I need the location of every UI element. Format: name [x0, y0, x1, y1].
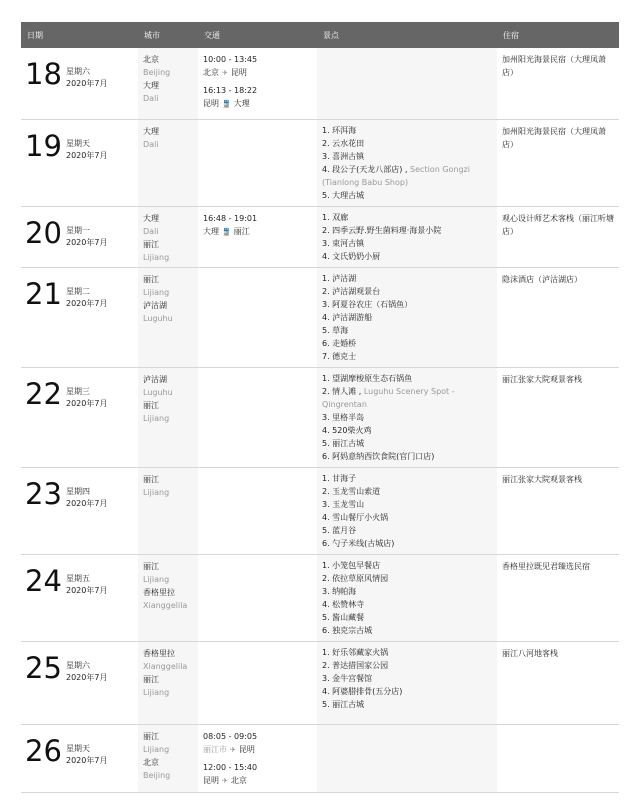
city-name-en: Luguhu: [143, 387, 173, 397]
sight-item: [322, 250, 493, 263]
sight-name: 2. 情人滩 ,: [322, 386, 364, 396]
city-cell: [138, 467, 198, 554]
sight-item: [322, 350, 493, 363]
sight-name: 7. 德克士: [322, 351, 357, 361]
hotel-cell: [497, 554, 619, 641]
transport-list: [198, 468, 317, 473]
hotel-name: 隐沫酒店（泸沽湖店）: [502, 274, 582, 284]
transport-segment: [203, 761, 313, 788]
weekday: 星期二: [66, 286, 90, 296]
city-list: [138, 642, 198, 699]
transport-list: [198, 642, 317, 647]
sight-item: [322, 324, 493, 337]
train-icon: 🚆: [222, 227, 231, 236]
transport-list: [198, 120, 317, 125]
table-row: [21, 724, 619, 792]
sight-name: 3. 金牛宫餐馆: [322, 673, 373, 683]
city-name-zh: 泸沽湖: [143, 374, 167, 384]
sight-name: 4. 520柴火鸡: [322, 425, 372, 435]
day-number: 19: [25, 128, 62, 163]
transport-list: [198, 368, 317, 373]
transport-time: 12:00 - 15:40: [203, 762, 258, 772]
sight-item: [322, 237, 493, 250]
sight-name: 1. 望湖摩梭原生态石锅鱼: [322, 373, 413, 383]
sights-cell: [317, 267, 497, 367]
city-name-en: Luguhu: [143, 313, 173, 323]
sight-item: [322, 311, 493, 324]
city-name-zh: 丽江: [143, 674, 159, 684]
sight-name: 4. 松赞林寺: [322, 599, 365, 609]
sight-item: [322, 698, 493, 711]
hotel-name: [497, 725, 619, 730]
sight-item: [322, 598, 493, 611]
city-name-en: Xianggelila: [143, 600, 188, 610]
weekday: 星期四: [66, 486, 90, 496]
sight-item: [322, 411, 493, 424]
plane-icon: ✈: [230, 745, 236, 754]
table-header: [21, 22, 619, 48]
date-box: [21, 207, 138, 250]
city-list: [138, 207, 198, 264]
hotel-cell: [497, 641, 619, 724]
weekday: 星期天: [66, 138, 90, 148]
header-sights: 景点: [317, 22, 497, 48]
sights-cell: [317, 367, 497, 467]
transport-cell: [198, 641, 317, 724]
sight-name: 5. 丽江古城: [322, 699, 365, 709]
city-name-en: Beijing: [143, 770, 171, 780]
sight-item: [322, 272, 493, 285]
transport-cell: [198, 48, 317, 119]
sights-list: [317, 555, 497, 641]
sight-name: 3. 玉龙雪山: [322, 499, 365, 509]
hotel-cell: [497, 367, 619, 467]
transport-cell: [198, 724, 317, 792]
date-cell: [21, 206, 138, 267]
city-name-en: Dali: [143, 139, 159, 149]
date-cell: [21, 267, 138, 367]
header-date: 日期: [21, 22, 138, 48]
city-list: [138, 368, 198, 425]
sight-item: [322, 659, 493, 672]
city-name-zh: 泸沽湖: [143, 300, 167, 310]
sights-cell: [317, 48, 497, 119]
transport-segment: [203, 84, 313, 111]
sight-name: 1. 好乐邻藏家火锅: [322, 647, 389, 657]
itinerary-table: [21, 22, 619, 793]
city-name-en: Lijiang: [143, 252, 170, 262]
city-name-en: Dali: [143, 226, 159, 236]
sight-name: 4. 雪山餐厅小火锅: [322, 512, 389, 522]
hotel-name: 香格里拉既见君臻选民宿: [502, 561, 590, 571]
day-number: 26: [25, 733, 62, 768]
sight-name: 1. 环洱海: [322, 125, 357, 135]
transport-route: [203, 225, 313, 239]
date-box: [21, 725, 138, 768]
day-number: 23: [25, 476, 62, 511]
sight-item: [322, 137, 493, 150]
itinerary-wrapper: [21, 22, 619, 793]
transport-list: [198, 555, 317, 560]
transport-cell: [198, 367, 317, 467]
sight-name: 4. 阿婆腊排骨(五分店): [322, 686, 403, 696]
transport-time: 16:48 - 19:01: [203, 213, 258, 223]
city-cell: [138, 554, 198, 641]
month: 2020年7月: [66, 755, 108, 765]
city-cell: [138, 267, 198, 367]
city-cell: [138, 641, 198, 724]
day-number: 20: [25, 215, 62, 250]
month: 2020年7月: [66, 150, 108, 160]
sights-cell: [317, 467, 497, 554]
plane-icon: ✈: [222, 69, 228, 77]
date-meta: [66, 477, 107, 510]
city-cell: [138, 206, 198, 267]
sights-cell: [317, 724, 497, 792]
sight-item: [322, 385, 493, 411]
transport-segment: [203, 53, 313, 80]
hotel-cell: [497, 724, 619, 792]
transport-time: 08:05 - 09:05: [203, 731, 258, 741]
table-row: [21, 554, 619, 641]
date-box: [21, 120, 138, 163]
sight-item: [322, 585, 493, 598]
city-name-en: Dali: [143, 94, 159, 103]
hotel-name: 丽江张家大院观景客栈: [502, 474, 582, 484]
sight-item: [322, 372, 493, 385]
city-list: [138, 555, 198, 612]
date-cell: [21, 724, 138, 792]
weekday: 星期天: [66, 743, 90, 753]
transport-route: [203, 97, 313, 111]
hotel-name: 丽江张家大院观景客栈: [502, 374, 582, 384]
sights-list: [317, 268, 497, 367]
hotel-name: 加州阳光海景民宿（大理凤萧店）: [502, 55, 606, 77]
sight-item: [322, 285, 493, 298]
sight-name: 3. 束河古镇: [322, 238, 365, 248]
city-name-zh: 大理: [143, 81, 159, 90]
date-cell: [21, 48, 138, 119]
route-from: 昆明: [203, 775, 219, 785]
sight-item: [322, 559, 493, 572]
train-icon: 🚆: [222, 100, 231, 108]
sight-item: [322, 437, 493, 450]
city-cell: [138, 119, 198, 206]
sight-item: [322, 124, 493, 137]
city-name-en: Lijiang: [143, 287, 170, 297]
sight-item: [322, 424, 493, 437]
month: 2020年7月: [66, 585, 108, 595]
sights-list: [317, 468, 497, 554]
hotel-name: 丽江八河地客栈: [502, 648, 558, 658]
sight-item: [322, 485, 493, 498]
city-name-zh: 大理: [143, 213, 159, 223]
city-cell: [138, 724, 198, 792]
plane-icon: ✈: [222, 776, 228, 785]
transport-cell: [198, 119, 317, 206]
hotel-cell: [497, 267, 619, 367]
sight-name: 2. 玉龙雪山索道: [322, 486, 381, 496]
transport-cell: [198, 267, 317, 367]
city-list: [138, 468, 198, 499]
weekday: 星期五: [66, 573, 90, 583]
weekday: 星期六: [66, 67, 90, 76]
date-box: [21, 642, 138, 685]
sights-cell: [317, 554, 497, 641]
sight-name: 2. 云水花田: [322, 138, 365, 148]
city-name-zh: 丽江: [143, 561, 159, 571]
sight-item: [322, 511, 493, 524]
transport-route: [203, 774, 313, 788]
sight-name: 5. 丽江古城: [322, 438, 365, 448]
sight-name: 1. 双廊: [322, 212, 349, 222]
header-hotel: 住宿: [497, 22, 619, 48]
date-meta: [66, 129, 107, 162]
sights-list: [317, 642, 497, 715]
hotel-cell: [497, 48, 619, 119]
transport-time: 16:13 - 18:22: [203, 86, 258, 95]
sight-name: 6. 阿妈意纳西饮食院(官门口店): [322, 451, 435, 461]
transport-route: [203, 66, 313, 80]
sight-name: 2. 四季云野.野生菌料理·海景小院: [322, 225, 442, 235]
route-to: 昆明: [238, 744, 255, 754]
sight-item: [322, 646, 493, 659]
month: 2020年7月: [66, 498, 108, 508]
day-number: 25: [25, 650, 62, 685]
sight-item: [322, 211, 493, 224]
sight-item: [322, 224, 493, 237]
sight-name: 3. 喜洲古镇: [322, 151, 365, 161]
hotel-name: 加州阳光海景民宿（大理凤萧店）: [502, 126, 606, 149]
sight-name: 2. 依拉草原风情园: [322, 573, 389, 583]
transport-cell: [198, 467, 317, 554]
sight-item: [322, 524, 493, 537]
sights-list: [317, 120, 497, 206]
sight-item: [322, 150, 493, 163]
sights-cell: [317, 206, 497, 267]
table-body: [21, 48, 619, 792]
city-name-zh: 丽江: [143, 731, 159, 741]
sight-name: 4. 段公子(天龙八部店) ,: [322, 164, 411, 174]
month: 2020年7月: [66, 398, 108, 408]
city-list: [138, 48, 198, 105]
city-name-en: Lijiang: [143, 487, 170, 497]
day-number: 21: [25, 276, 62, 311]
route-from: 丽江市: [203, 744, 227, 754]
sight-item: [322, 472, 493, 485]
city-name-zh: 大理: [143, 126, 159, 136]
sight-name: 3. 阿夏谷农庄（石锅鱼）: [322, 299, 413, 309]
transport-list: [198, 48, 317, 111]
transport-segment: [203, 212, 313, 239]
sight-item: [322, 337, 493, 350]
sights-list: [317, 207, 497, 267]
date-box: [21, 468, 138, 511]
hotel-cell: [497, 467, 619, 554]
sights-list: [317, 368, 497, 467]
city-cell: [138, 48, 198, 119]
city-name-zh: 香格里拉: [143, 587, 175, 597]
sight-item: [322, 672, 493, 685]
city-list: [138, 268, 198, 325]
city-name-zh: 丽江: [143, 400, 159, 410]
date-cell: [21, 367, 138, 467]
sight-name: 6. 独克宗古城: [322, 625, 373, 635]
date-box: [21, 268, 138, 311]
weekday: 星期三: [66, 386, 90, 396]
route-from: 昆明: [203, 99, 219, 108]
city-list: [138, 120, 198, 151]
header-transport: 交通: [198, 22, 317, 48]
sight-name: 3. 里格半岛: [322, 412, 365, 422]
transport-cell: [198, 554, 317, 641]
transport-segment: [203, 730, 313, 757]
sight-item: [322, 189, 493, 202]
date-cell: [21, 119, 138, 206]
weekday: 星期六: [66, 660, 90, 670]
sight-name-en: Section Gongzi (Tianlong Babu Shop): [322, 164, 470, 187]
sight-item: [322, 450, 493, 463]
sight-name: 5. 酱山藏餐: [322, 612, 365, 622]
transport-time: 10:00 - 13:45: [203, 55, 258, 64]
sight-item: [322, 298, 493, 311]
city-name-zh: 丽江: [143, 474, 159, 484]
city-name-en: Lijiang: [143, 744, 170, 754]
route-to: 北京: [230, 775, 247, 785]
route-from: 北京: [203, 68, 219, 77]
transport-cell: [198, 206, 317, 267]
date-meta: [66, 277, 107, 310]
route-from: 大理: [203, 226, 219, 236]
month: 2020年7月: [66, 237, 108, 247]
sights-list: [317, 725, 497, 733]
city-list: [138, 725, 198, 782]
transport-list: [198, 725, 317, 788]
sight-item: [322, 572, 493, 585]
table-row: [21, 367, 619, 467]
table-row: [21, 119, 619, 206]
date-box: [21, 368, 138, 411]
date-meta: [66, 57, 107, 90]
hotel-cell: [497, 119, 619, 206]
sight-name: 6. 走婚桥: [322, 338, 357, 348]
sight-item: [322, 685, 493, 698]
sight-name: 1. 小笼包早餐店: [322, 560, 381, 570]
table-row: [21, 641, 619, 724]
hotel-name: 观心设计师艺术客栈（丽江听塘店）: [502, 213, 614, 236]
transport-list: [198, 207, 317, 239]
transport-list: [198, 268, 317, 273]
month: 2020年7月: [66, 298, 108, 308]
transport-route: [203, 743, 313, 757]
sight-item: [322, 537, 493, 550]
city-name-en: Beijing: [143, 68, 171, 77]
sight-name: 5. 大理古城: [322, 190, 365, 200]
route-to: 大理: [233, 99, 250, 108]
table-row: [21, 206, 619, 267]
month: 2020年7月: [66, 672, 108, 682]
day-number: 18: [25, 57, 62, 91]
day-number: 24: [25, 563, 62, 598]
date-box: [21, 48, 138, 91]
date-meta: [66, 564, 107, 597]
sight-name: 5. 草海: [322, 325, 349, 335]
city-name-en: Lijiang: [143, 574, 170, 584]
city-name-zh: 北京: [143, 55, 159, 64]
route-to: 丽江: [233, 226, 250, 236]
hotel-cell: [497, 206, 619, 267]
city-name-en: Xianggelila: [143, 661, 188, 671]
city-name-en: Lijiang: [143, 413, 170, 423]
date-meta: [66, 651, 107, 684]
sight-item: [322, 498, 493, 511]
sight-item: [322, 624, 493, 637]
table-row: [21, 467, 619, 554]
sight-name: 1. 泸沽湖: [322, 273, 357, 283]
sight-name: 3. 纳帕海: [322, 586, 357, 596]
city-name-zh: 北京: [143, 757, 159, 767]
day-number: 22: [25, 376, 62, 411]
month: 2020年7月: [66, 79, 108, 88]
sight-name: 6. 勺子米线(古城店): [322, 538, 395, 548]
date-meta: [66, 216, 107, 249]
sights-cell: [317, 641, 497, 724]
date-meta: [66, 734, 107, 767]
sight-item: [322, 611, 493, 624]
date-cell: [21, 641, 138, 724]
date-meta: [66, 377, 107, 410]
city-name-en: Lijiang: [143, 687, 170, 697]
date-box: [21, 555, 138, 598]
sight-name-en: Luguhu Scenery Spot - Qingrentan: [322, 386, 455, 409]
city-cell: [138, 367, 198, 467]
table-row: [21, 267, 619, 367]
header-city: 城市: [138, 22, 198, 48]
sight-name: 4. 泸沽湖游船: [322, 312, 373, 322]
sights-cell: [317, 119, 497, 206]
table-row: [21, 48, 619, 119]
sight-name: 2. 普达措国家公园: [322, 660, 389, 670]
route-to: 昆明: [230, 68, 247, 77]
sight-name: 2. 泸沽湖观景台: [322, 286, 381, 296]
city-name-zh: 香格里拉: [143, 648, 175, 658]
city-name-zh: 丽江: [143, 239, 159, 249]
sight-name: 1. 甘海子: [322, 473, 357, 483]
sight-name: 4. 文氏奶奶小厨: [322, 251, 381, 261]
sight-name: 5. 蓝月谷: [322, 525, 357, 535]
date-cell: [21, 554, 138, 641]
date-cell: [21, 467, 138, 554]
sight-item: [322, 163, 493, 189]
sights-list: [317, 48, 497, 56]
weekday: 星期一: [66, 225, 90, 235]
city-name-zh: 丽江: [143, 274, 159, 284]
